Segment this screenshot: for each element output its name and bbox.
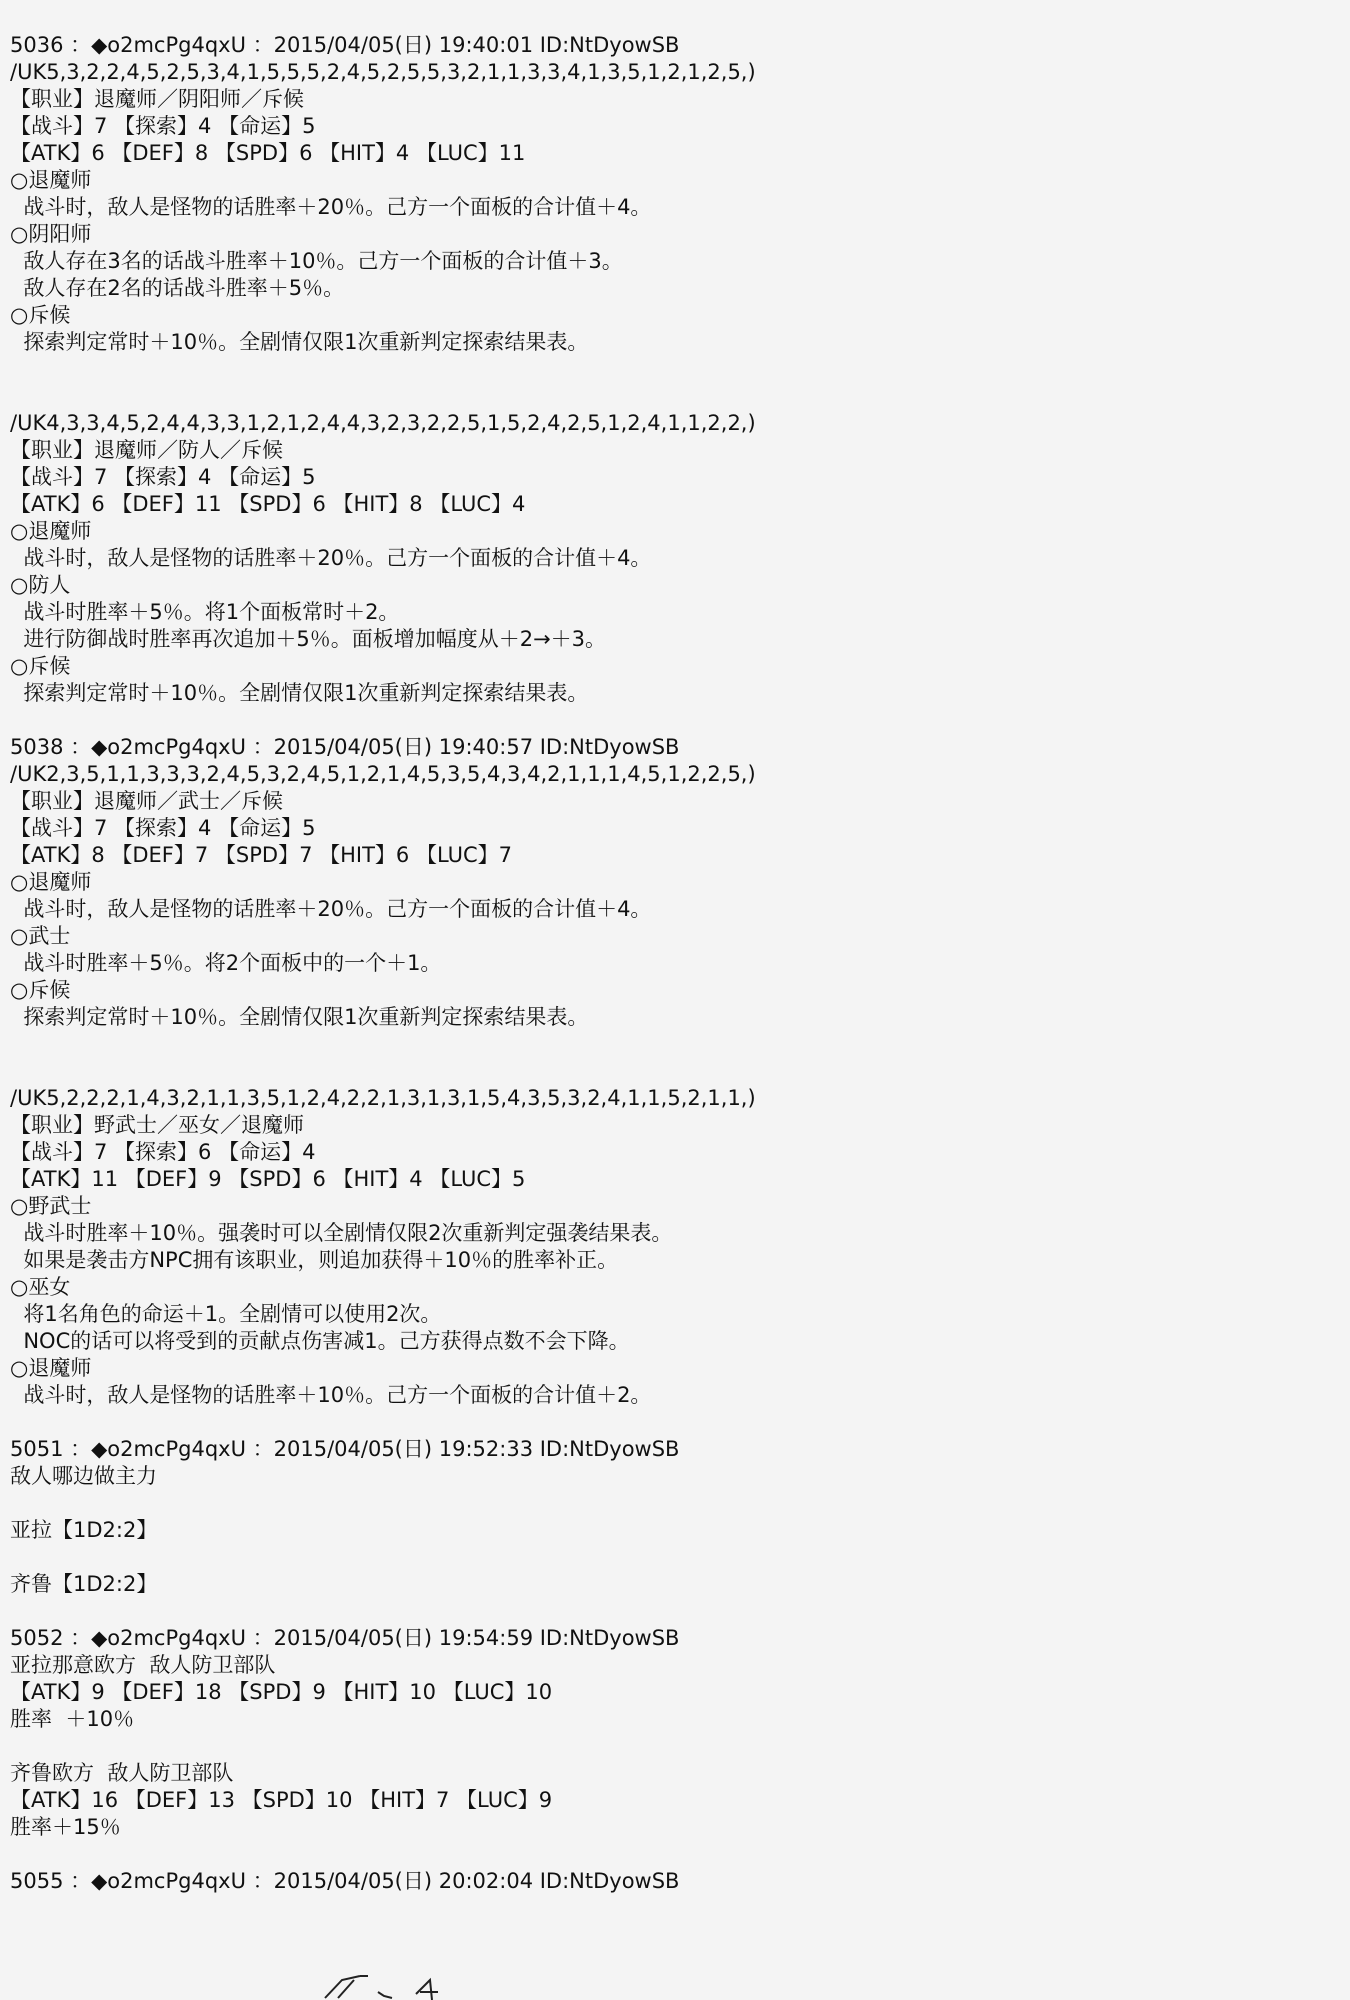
text-line: 5036 ：◆o2mcPg4qxU ：2015/04/05(日) 19:40:01 ID:NtDyowSB [10, 33, 680, 57]
text-line: 敌人哪边做主力 [10, 1464, 157, 1488]
thread-document [10, 32, 1330, 1895]
text-line: /UK2,3,5,1,1,3,3,3,2,4,5,3,2,4,5,1,2,1,4,5,3,5,4,3,4,2,1,1,1,4,5,1,2,2,5,) [10, 762, 756, 786]
text-line: 亚拉【1D2:2】 [10, 1518, 158, 1542]
blank-line [10, 1409, 1330, 1436]
text-line: 如果是袭击方NPC拥有该职业，则追加获得＋10％的胜率补正。 [10, 1248, 619, 1272]
text-line: 【战斗】7 【探索】4 【命运】5 [10, 114, 316, 138]
text-line: 【ATK】8 【DEF】7 【SPD】7 【HIT】6 【LUC】7 [10, 843, 513, 867]
text-line: ○斥候 [10, 978, 71, 1002]
text-line: NOC的话可以将受到的贡献点伤害减1。己方获得点数不会下降。 [10, 1329, 630, 1353]
text-line: 战斗时，敌人是怪物的话胜率＋20％。己方一个面板的合计值＋4。 [10, 195, 652, 219]
text-line: ○阴阳师 [10, 222, 92, 246]
blank-line [10, 1841, 1330, 1868]
text-line: 【战斗】7 【探索】4 【命运】5 [10, 816, 316, 840]
blank-line [10, 1031, 1330, 1058]
text-line: 5055 ：◆o2mcPg4qxU ：2015/04/05(日) 20:02:04 ID:NtDyowSB [10, 1869, 680, 1893]
text-line: ○斥候 [10, 303, 71, 327]
text-line: ○退魔师 [10, 168, 92, 192]
text-line: ○野武士 [10, 1194, 92, 1218]
text-line: 【战斗】7 【探索】6 【命运】4 [10, 1140, 316, 1164]
text-line: 探索判定常时＋10％。全剧情仅限1次重新判定探索结果表。 [10, 330, 589, 354]
blank-line [10, 1598, 1330, 1625]
text-line: 齐鲁【1D2:2】 [10, 1572, 158, 1596]
text-line: 战斗时，敌人是怪物的话胜率＋10％。己方一个面板的合计值＋2。 [10, 1383, 652, 1407]
text-line: ○退魔师 [10, 1356, 92, 1380]
text-line: 【战斗】7 【探索】4 【命运】5 [10, 465, 316, 489]
text-line: /UK5,3,2,2,4,5,2,5,3,4,1,5,5,5,2,4,5,2,5,5,3,2,1,1,3,3,4,1,3,5,1,2,1,2,5,) [10, 60, 756, 84]
text-line: 胜率 ＋10％ [10, 1707, 135, 1731]
blank-line [10, 1490, 1330, 1517]
text-line: 【ATK】11 【DEF】9 【SPD】6 【HIT】4 【LUC】5 [10, 1167, 526, 1191]
text-line: ○武士 [10, 924, 71, 948]
text-line: 【ATK】16 【DEF】13 【SPD】10 【HIT】7 【LUC】9 [10, 1788, 553, 1812]
text-line: 【ATK】6 【DEF】11 【SPD】6 【HIT】8 【LUC】4 [10, 492, 526, 516]
text-line: 【职业】退魔师／防人／斥候 [10, 438, 283, 462]
blank-line [10, 1733, 1330, 1760]
blank-line [10, 707, 1330, 734]
text-line: 齐鲁欧方 敌人防卫部队 [10, 1761, 234, 1785]
text-line: 将1名角色的命运＋1。全剧情可以使用2次。 [10, 1302, 442, 1326]
text-line: 【ATK】9 【DEF】18 【SPD】9 【HIT】10 【LUC】10 [10, 1680, 553, 1704]
text-line: 战斗时，敌人是怪物的话胜率＋20％。己方一个面板的合计值＋4。 [10, 897, 652, 921]
text-line: ○巫女 [10, 1275, 71, 1299]
text-line: 进行防御战时胜率再次追加＋5％。面板增加幅度从＋2→＋3。 [10, 627, 607, 651]
text-line: ○退魔师 [10, 870, 92, 894]
text-line: 【职业】退魔师／武士／斥候 [10, 789, 283, 813]
text-line: 【ATK】6 【DEF】8 【SPD】6 【HIT】4 【LUC】11 [10, 141, 526, 165]
text-line: ○斥候 [10, 654, 71, 678]
text-line: 探索判定常时＋10％。全剧情仅限1次重新判定探索结果表。 [10, 681, 589, 705]
text-line: 5038 ：◆o2mcPg4qxU ：2015/04/05(日) 19:40:57 ID:NtDyowSB [10, 735, 680, 759]
text-line: 5051 ：◆o2mcPg4qxU ：2015/04/05(日) 19:52:33 ID:NtDyowSB [10, 1437, 680, 1461]
text-line: 战斗时胜率＋5％。将2个面板中的一个＋1。 [10, 951, 442, 975]
blank-line [10, 383, 1330, 410]
text-line: 战斗时胜率＋10％。强袭时可以全剧情仅限2次重新判定强袭结果表。 [10, 1221, 673, 1245]
text-line: 5052 ：◆o2mcPg4qxU ：2015/04/05(日) 19:54:59 ID:NtDyowSB [10, 1626, 680, 1650]
text-line: 探索判定常时＋10％。全剧情仅限1次重新判定探索结果表。 [10, 1005, 589, 1029]
text-line: 胜率＋15％ [10, 1815, 121, 1839]
blank-line [10, 1544, 1330, 1571]
text-line: 亚拉那意欧方 敌人防卫部队 [10, 1653, 276, 1677]
text-line: 【职业】野武士／巫女／退魔师 [10, 1113, 304, 1137]
text-line: 敌人存在2名的话战斗胜率＋5％。 [10, 276, 345, 300]
text-line: /UK5,2,2,2,1,4,3,2,1,1,3,5,1,2,4,2,2,1,3,1,3,1,5,4,3,5,3,2,4,1,1,5,2,1,1,) [10, 1086, 756, 1110]
blank-line [10, 1058, 1330, 1085]
text-line: /UK4,3,3,4,5,2,4,4,3,3,1,2,1,2,4,4,3,2,3,2,2,5,1,5,2,4,2,5,1,2,4,1,1,2,2,) [10, 411, 756, 435]
blank-line [10, 356, 1330, 383]
ascii-art-fragment [320, 1962, 480, 2000]
text-line: 【职业】退魔师／阴阳师／斥候 [10, 87, 304, 111]
text-line: 战斗时，敌人是怪物的话胜率＋20％。己方一个面板的合计值＋4。 [10, 546, 652, 570]
text-line: 战斗时胜率＋5％。将1个面板常时＋2。 [10, 600, 400, 624]
text-line: ○防人 [10, 573, 71, 597]
text-line: ○退魔师 [10, 519, 92, 543]
text-line: 敌人存在3名的话战斗胜率＋10％。己方一个面板的合计值＋3。 [10, 249, 623, 273]
